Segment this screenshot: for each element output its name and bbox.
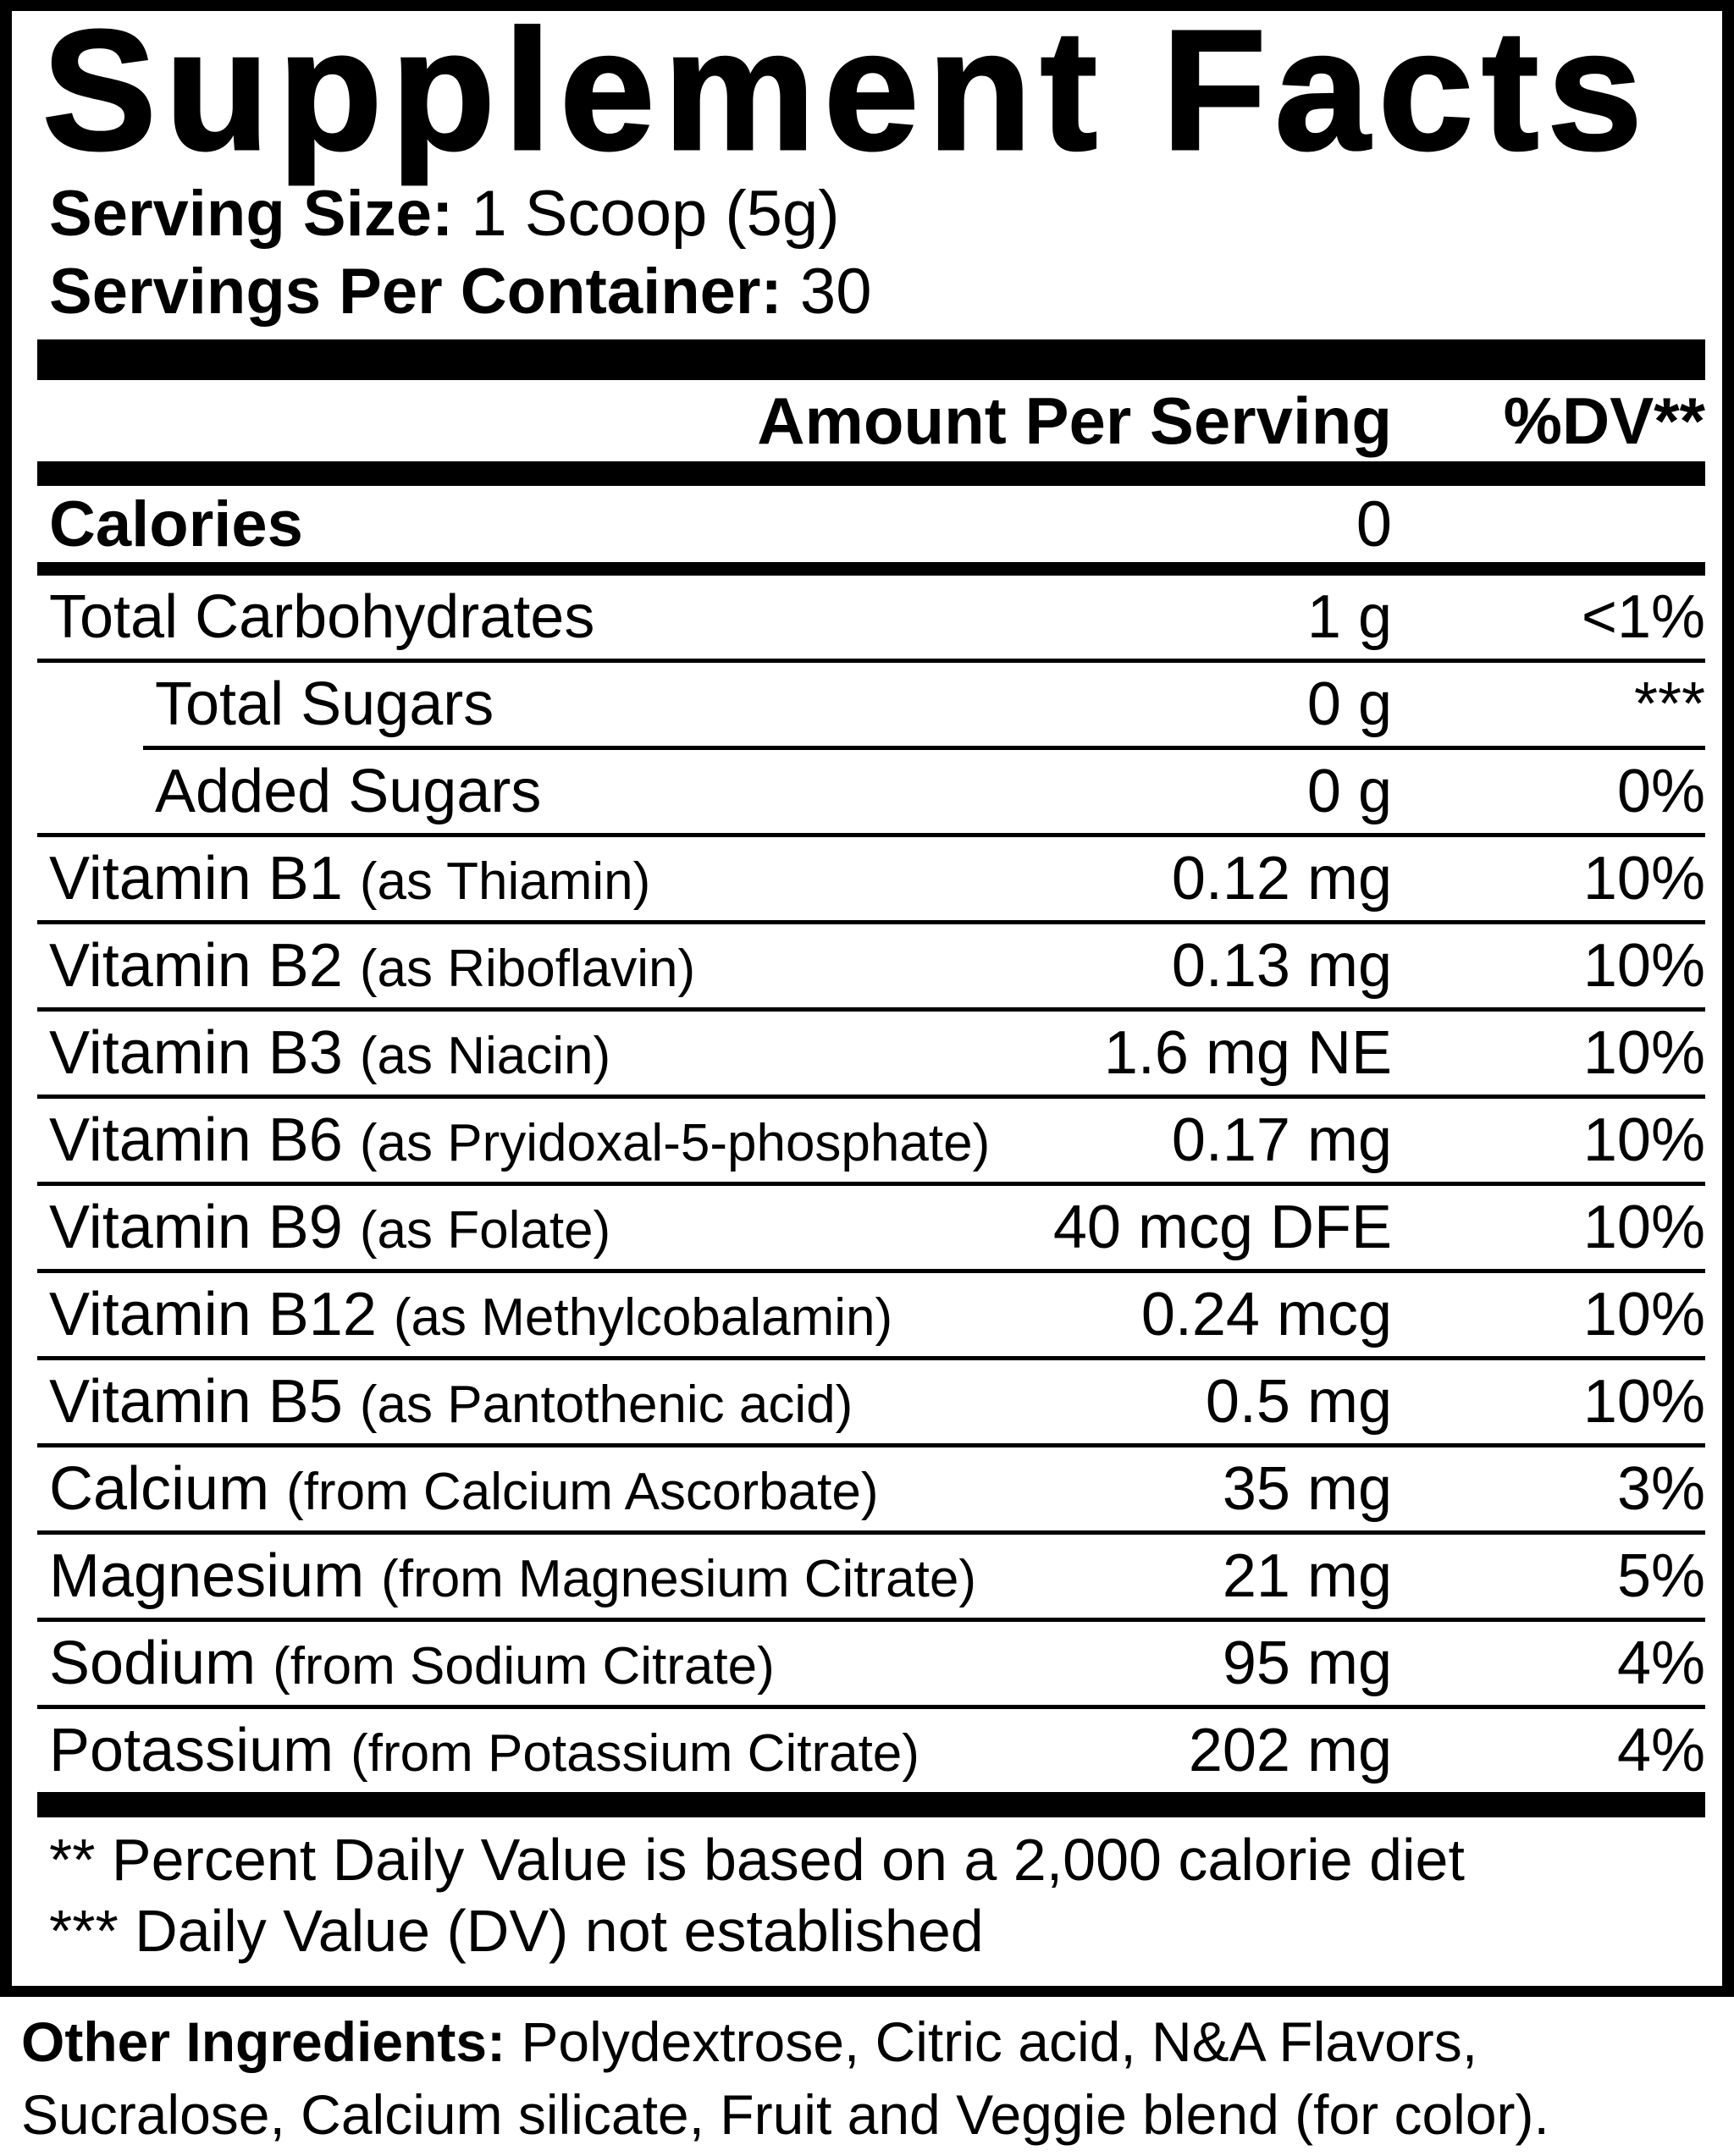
- nutrient-source: (as Pantothenic acid): [359, 1376, 853, 1434]
- nutrient-name: Vitamin B9 (as Folate): [49, 1194, 611, 1261]
- nutrient-row: [37, 924, 1705, 1007]
- serving-size-value: 1 Scoop (5g): [453, 178, 840, 250]
- nutrient-amount: 0 g: [1306, 758, 1392, 825]
- nutrient-row: [37, 1622, 1705, 1705]
- nutrient-dv: 3%: [1616, 1455, 1705, 1523]
- page-title: Supplement Facts: [42, 0, 1651, 185]
- nutrient-name: Calcium (from Calcium Ascorbate): [49, 1455, 879, 1523]
- thick-divider-bottom: [37, 1792, 1705, 1817]
- nutrient-source: (as Thiamin): [359, 852, 651, 911]
- servings-per-container-value: 30: [781, 256, 872, 328]
- nutrient-amount: 40 mcg DFE: [1052, 1194, 1392, 1261]
- header-row: [37, 380, 1705, 461]
- nutrient-row: [37, 1186, 1705, 1269]
- nutrient-name: Added Sugars: [155, 758, 542, 825]
- nutrient-name: Vitamin B12 (as Methylcobalamin): [49, 1281, 893, 1348]
- nutrient-amount: 0 g: [1306, 670, 1392, 738]
- nutrient-dv: 10%: [1582, 932, 1705, 1000]
- nutrient-dv: 10%: [1582, 1281, 1705, 1348]
- other-ingredients-line1: [21, 2005, 1734, 2078]
- nutrient-dv: ***: [1633, 670, 1705, 738]
- nutrient-amount: 0.17 mg: [1171, 1106, 1392, 1174]
- nutrient-amount: 1 g: [1306, 583, 1392, 651]
- nutrient-amount: 1.6 mg NE: [1103, 1019, 1392, 1087]
- nutrient-source: (as Pryidoxal-5-phosphate): [359, 1114, 991, 1172]
- nutrient-dv: <1%: [1581, 583, 1705, 651]
- other-ingredients-line2: Sucralose, Calcium silicate, Fruit and Veggie blend (for color).: [21, 2083, 1549, 2146]
- nutrient-source: (as Riboflavin): [359, 940, 696, 998]
- nutrient-amount: 0.12 mg: [1171, 845, 1392, 913]
- thick-divider-top: [37, 339, 1705, 380]
- dv-header: %DV**: [1503, 383, 1705, 458]
- nutrient-dv: 4%: [1616, 1629, 1705, 1697]
- nutrient-dv: 10%: [1582, 1019, 1705, 1087]
- nutrient-name: Potassium (from Potassium Citrate): [49, 1717, 919, 1784]
- nutrient-amount: 0.13 mg: [1171, 932, 1392, 1000]
- thick-divider-header: [37, 461, 1705, 486]
- nutrient-dv: 10%: [1582, 845, 1705, 913]
- other-ingredients-text1: Polydextrose, Citric acid, N&A Flavors,: [505, 2010, 1478, 2073]
- nutrient-amount: 95 mg: [1222, 1629, 1392, 1697]
- nutrient-row: [37, 837, 1705, 920]
- footnotes: [49, 1824, 1705, 1966]
- footnote-dv-basis: ** Percent Daily Value is based on a 2,000 calorie diet: [49, 1827, 1465, 1893]
- nutrient-row: [37, 1099, 1705, 1182]
- calories-label: Calories: [49, 488, 303, 560]
- nutrient-dv: 5%: [1616, 1542, 1705, 1610]
- nutrient-row: [37, 1709, 1705, 1792]
- nutrient-amount: 35 mg: [1222, 1455, 1392, 1523]
- amount-per-serving-header: Amount Per Serving: [757, 383, 1392, 458]
- calories-row: [37, 486, 1705, 562]
- servings-per-container-line: [49, 253, 1705, 331]
- nutrient-row: [37, 576, 1705, 659]
- nutrient-name: Vitamin B1 (as Thiamin): [49, 845, 651, 913]
- nutrient-dv: 10%: [1582, 1368, 1705, 1436]
- nutrient-source: (from Magnesium Citrate): [381, 1550, 976, 1608]
- nutrient-source: (from Potassium Citrate): [351, 1724, 919, 1783]
- nutrient-amount: 202 mg: [1188, 1717, 1392, 1784]
- nutrient-name: Sodium (from Sodium Citrate): [49, 1629, 775, 1697]
- nutrient-amount: 0.5 mg: [1205, 1368, 1392, 1436]
- nutrient-name: Total Carbohydrates: [49, 583, 595, 651]
- nutrient-name: Total Sugars: [155, 670, 494, 738]
- nutrient-name: Vitamin B6 (as Pryidoxal-5-phosphate): [49, 1106, 991, 1174]
- nutrient-source: (as Niacin): [359, 1027, 611, 1085]
- other-ingredients: [21, 2005, 1734, 2151]
- nutrient-rows: [37, 576, 1705, 1792]
- nutrient-row: [37, 1012, 1705, 1095]
- nutrient-source: (from Calcium Ascorbate): [286, 1463, 879, 1521]
- nutrient-source: (as Methylcobalamin): [393, 1288, 893, 1347]
- nutrient-name: Vitamin B5 (as Pantothenic acid): [49, 1368, 853, 1436]
- nutrient-dv: 10%: [1582, 1194, 1705, 1261]
- nutrient-amount: 21 mg: [1222, 1542, 1392, 1610]
- serving-size-line: [49, 175, 1705, 253]
- servings-per-container-label: Servings Per Container:: [49, 256, 782, 328]
- nutrient-row: [37, 750, 1705, 833]
- nutrient-dv: 10%: [1582, 1106, 1705, 1174]
- nutrient-row: [37, 663, 1705, 746]
- nutrient-dv: 4%: [1616, 1717, 1705, 1784]
- nutrient-row: [37, 1360, 1705, 1443]
- nutrient-source: (from Sodium Citrate): [273, 1637, 775, 1696]
- nutrient-source: (as Folate): [359, 1201, 611, 1260]
- nutrient-name: Magnesium (from Magnesium Citrate): [49, 1542, 976, 1610]
- nutrient-row: [37, 1447, 1705, 1530]
- nutrient-amount: 0.24 mcg: [1140, 1281, 1392, 1348]
- nutrient-row: [37, 1535, 1705, 1618]
- nutrient-dv: 0%: [1616, 758, 1705, 825]
- nutrient-row: [37, 1273, 1705, 1356]
- footnote-dv-not-established: *** Daily Value (DV) not established: [49, 1898, 984, 1964]
- other-ingredients-label: Other Ingredients:: [21, 2010, 506, 2073]
- medium-divider-calories: [37, 562, 1705, 576]
- calories-amount: 0: [1356, 488, 1392, 560]
- nutrient-name: Vitamin B2 (as Riboflavin): [49, 932, 696, 1000]
- nutrient-name: Vitamin B3 (as Niacin): [49, 1019, 611, 1087]
- serving-size-label: Serving Size:: [49, 178, 454, 250]
